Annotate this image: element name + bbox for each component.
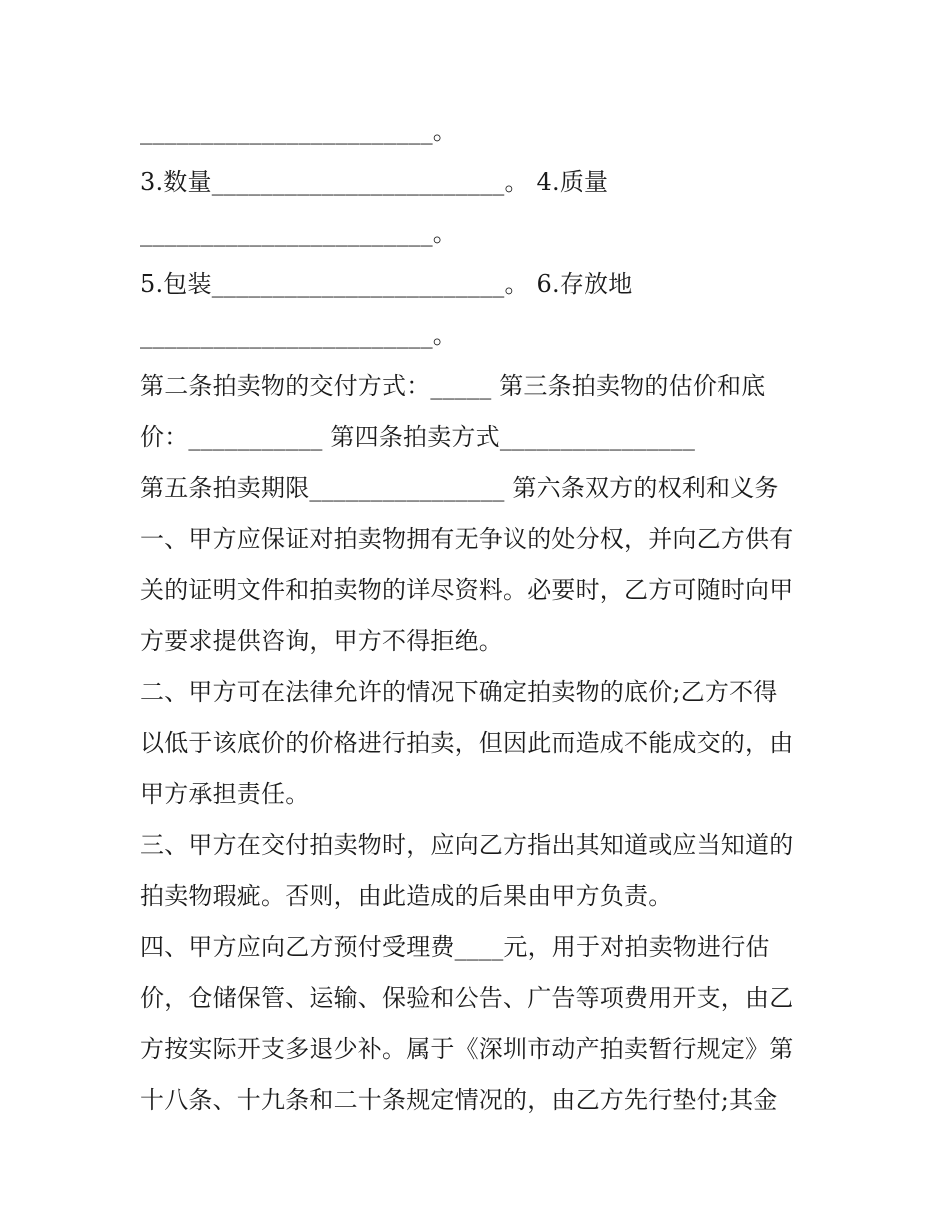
text-line: 方要求提供咨询，甲方不得拒绝。 — [140, 627, 503, 655]
text-line: ________________________。 — [140, 321, 457, 349]
text-line: 价，仓储保管、运输、保验和公告、广告等项费用开支，由乙 — [140, 984, 794, 1012]
text-line: 以低于该底价的价格进行拍卖，但因此而造成不能成交的，由 — [140, 729, 794, 757]
text-line: 三、甲方在交付拍卖物时，应向乙方指出其知道或应当知道的 — [140, 831, 794, 859]
text-line: ________________________。 — [140, 219, 457, 247]
text-line: 方按实际开支多退少补。属于《深圳市动产拍卖暂行规定》第 — [140, 1035, 794, 1063]
text-line: 3.数量________________________。 4.质量 — [140, 168, 609, 196]
text-line: 十八条、十九条和二十条规定情况的，由乙方先行垫付;其金 — [140, 1086, 778, 1114]
text-line: 第二条拍卖物的交付方式：_____ 第三条拍卖物的估价和底 — [140, 372, 766, 400]
text-line: 第五条拍卖期限________________ 第六条双方的权利和义务 — [140, 474, 779, 502]
text-line: 四、甲方应向乙方预付受理费____元，用于对拍卖物进行估 — [140, 933, 770, 961]
text-line: 价：___________ 第四条拍卖方式________________ — [140, 423, 696, 451]
text-line: ________________________。 — [140, 117, 457, 145]
text-line: 拍卖物瑕疵。否则，由此造成的后果由甲方负责。 — [140, 882, 673, 910]
text-line: 一、甲方应保证对拍卖物拥有无争议的处分权，并向乙方供有 — [140, 525, 794, 553]
text-line: 甲方承担责任。 — [140, 780, 310, 808]
text-line: 关的证明文件和拍卖物的详尽资料。必要时，乙方可随时向甲 — [140, 576, 794, 604]
text-line: 5.包装________________________。 6.存放地 — [140, 270, 633, 298]
text-line: 二、甲方可在法律允许的情况下确定拍卖物的底价;乙方不得 — [140, 678, 778, 706]
